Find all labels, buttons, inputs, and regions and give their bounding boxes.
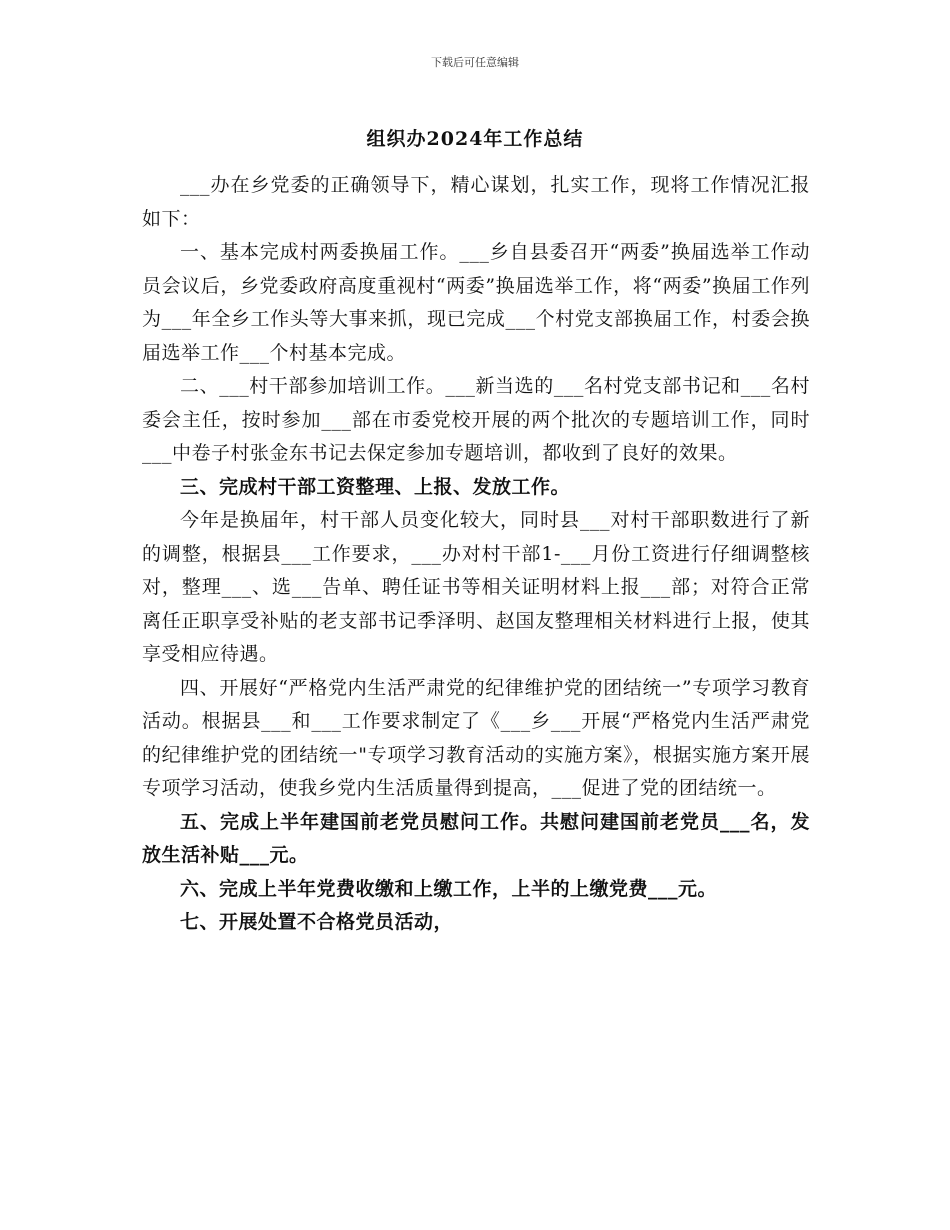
paragraph-item-3-heading: 三、完成村干部工资整理、上报、发放工作。 xyxy=(180,475,571,498)
paragraph-item-2: 二、___村干部参加培训工作。___新当选的___名村党支部书记和___名村委会主任，按时参加___部在市委党校开展的两个批次的专题培训工作，同时___中卷子村张金东书记去保定参加专题培训，都收到了良好的效果。 xyxy=(142,375,810,464)
paragraph-item-5: 五、完成上半年建国前老党员慰问工作。共慰问建国前老党员___名，发放生活补贴___元。 xyxy=(142,810,810,866)
paragraph-item-6: 六、完成上半年党费收缴和上缴工作，上半的上缴党费___元。 xyxy=(180,877,718,900)
document-title: 组织办2024年工作总结 xyxy=(366,128,584,150)
paragraph-intro: ___办在乡党委的正确领导下，精心谋划，扎实工作，现将工作情况汇报如下： xyxy=(142,174,810,230)
header-note: 下载后可任意编辑 xyxy=(431,56,519,69)
paragraph-item-4: 四、开展好“严格党内生活严肃党的纪律维护党的团结统一”专项学习教育活动。根据县___和___工作要求制定了《___乡___开展“严格党内生活严肃党的纪律维护党的团结统一"专项学习教育活动的实施方案》，根据实施方案开展专项学习活动，使我乡党内生活质量得到提高，___促进了党的团结统一。 xyxy=(142,676,810,799)
document-body xyxy=(142,169,810,940)
paragraph-item-1: 一、基本完成村两委换届工作。___乡自县委召开“两委”换届选举工作动员会议后，乡党委政府高度重视村“两委”换届选举工作，将“两委”换届工作列为___年全乡工作头等大事来抓，现已完成___个村党支部换届工作，村委会换届选举工作___个村基本完成。 xyxy=(142,241,810,364)
paragraph-item-3-body: 今年是换届年，村干部人员变化较大，同时县___对村干部职数进行了新的调整，根据县___工作要求，___办对村干部1-___月份工资进行仔细调整核对，整理___、选___告单、聘任证书等相关证明材料上报___部；对符合正常离任正职享受补贴的老支部书记季泽明、赵国友整理相关材料进行上报，使其享受相应待遇。 xyxy=(142,509,810,665)
paragraph-item-7: 七、开展处置不合格党员活动， xyxy=(180,911,454,933)
